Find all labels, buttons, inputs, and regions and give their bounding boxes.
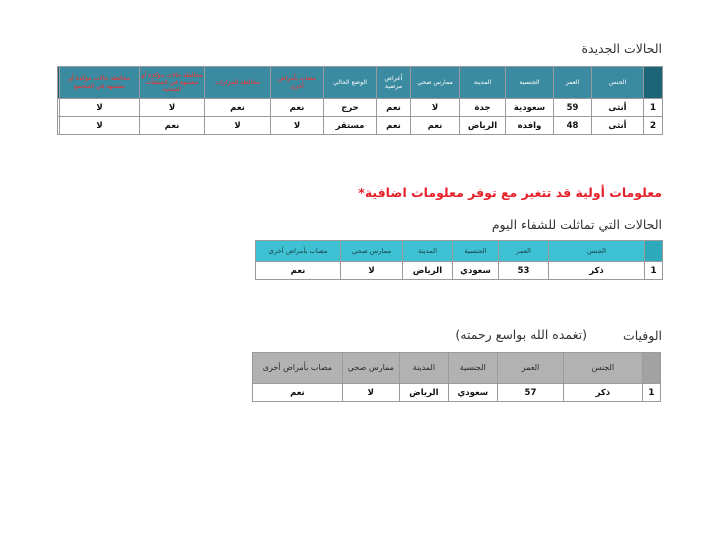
table-cell: لا <box>411 99 460 117</box>
table-cell: لا <box>342 384 399 402</box>
table-cell: سعودي <box>453 262 499 280</box>
table-cell: 57 <box>497 384 563 402</box>
deaths-subtitle: (تغمده الله بواسع رحمته) <box>455 327 587 342</box>
table-cell: سعودية <box>506 99 554 117</box>
table-cell: نعم <box>411 117 460 135</box>
column-header: مخالطة حالات مؤكدة أو مشتبهة في المنشآت الصحية <box>140 67 205 99</box>
table-row <box>58 99 663 117</box>
row-index: 1 <box>645 262 663 280</box>
column-header: الجنسية <box>453 241 499 262</box>
table-cell: لا <box>60 99 140 117</box>
table-cell: نعم <box>253 384 343 402</box>
column-header: العمر <box>554 67 592 99</box>
column-header: الجنسية <box>506 67 554 99</box>
row-edge <box>58 99 60 117</box>
table-cell: نعم <box>256 262 341 280</box>
table-cell: مستقر <box>324 117 377 135</box>
index-header <box>642 353 660 384</box>
row-edge <box>58 117 60 135</box>
table-cell: 48 <box>554 117 592 135</box>
index-header <box>644 67 663 99</box>
column-header: المدينة <box>399 353 448 384</box>
recovered-title: الحالات التي تماثلت للشفاء اليوم <box>491 217 662 232</box>
table-header-row <box>253 353 661 384</box>
deaths-title: الوفيات <box>622 328 662 343</box>
column-header: الجنس <box>592 67 644 99</box>
preliminary-info-note: معلومات أولية قد تتغير مع توفر معلومات اضافية* <box>358 185 662 200</box>
table-cell: نعم <box>271 99 324 117</box>
column-header: الوضع الحالي <box>324 67 377 99</box>
index-header <box>645 241 663 262</box>
table-cell: الرياض <box>403 262 453 280</box>
table-cell: جدة <box>460 99 506 117</box>
row-index: 2 <box>644 117 663 135</box>
table-row <box>58 117 663 135</box>
table-cell: نعم <box>377 117 411 135</box>
column-header: ممارس صحي <box>341 241 403 262</box>
table-cell: ذكر <box>549 262 645 280</box>
header-edge <box>58 67 60 99</box>
new-cases-title: الحالات الجديدة <box>581 41 662 56</box>
column-header: الجنس <box>549 241 645 262</box>
table-cell: لا <box>60 117 140 135</box>
table-header-row <box>256 241 663 262</box>
table-cell: الرياض <box>460 117 506 135</box>
column-header: ممارس صحي <box>411 67 460 99</box>
table-cell: سعودي <box>448 384 497 402</box>
table-cell: نعم <box>205 99 271 117</box>
table-cell: ذكر <box>564 384 643 402</box>
row-index: 1 <box>644 99 663 117</box>
table-cell: لا <box>341 262 403 280</box>
table-cell: لا <box>205 117 271 135</box>
table-cell: أنثى <box>592 117 644 135</box>
column-header: العمر <box>499 241 549 262</box>
table-cell: نعم <box>377 99 411 117</box>
new-cases-table <box>57 66 663 135</box>
table-cell: وافده <box>506 117 554 135</box>
column-header: مصاب بأمراض أخرى <box>256 241 341 262</box>
table-header-row <box>58 67 663 99</box>
table-cell: نعم <box>140 117 205 135</box>
table-cell: 59 <box>554 99 592 117</box>
table-cell: أنثى <box>592 99 644 117</box>
column-header: مخالطة للمزارات <box>205 67 271 99</box>
table-cell: 53 <box>499 262 549 280</box>
column-header: مخالطة حالات مؤكدة أو مشتبهة في المجتمع <box>60 67 140 99</box>
table-cell: الرياض <box>399 384 448 402</box>
recovered-table <box>255 240 663 280</box>
column-header: أعراض مرضية <box>377 67 411 99</box>
table-cell: لا <box>271 117 324 135</box>
column-header: الجنسية <box>448 353 497 384</box>
column-header: مصاب بأمراض أخرى <box>253 353 343 384</box>
table-cell: لا <box>140 99 205 117</box>
table-row <box>253 384 661 402</box>
column-header: العمر <box>497 353 563 384</box>
deaths-table <box>252 352 661 402</box>
column-header: ممارس صحي <box>342 353 399 384</box>
table-cell: حرج <box>324 99 377 117</box>
column-header: مصاب بأمراض أخرى <box>271 67 324 99</box>
column-header: الجنس <box>564 353 643 384</box>
table-row <box>256 262 663 280</box>
row-index: 1 <box>642 384 660 402</box>
column-header: المدينة <box>403 241 453 262</box>
column-header: المدينة <box>460 67 506 99</box>
